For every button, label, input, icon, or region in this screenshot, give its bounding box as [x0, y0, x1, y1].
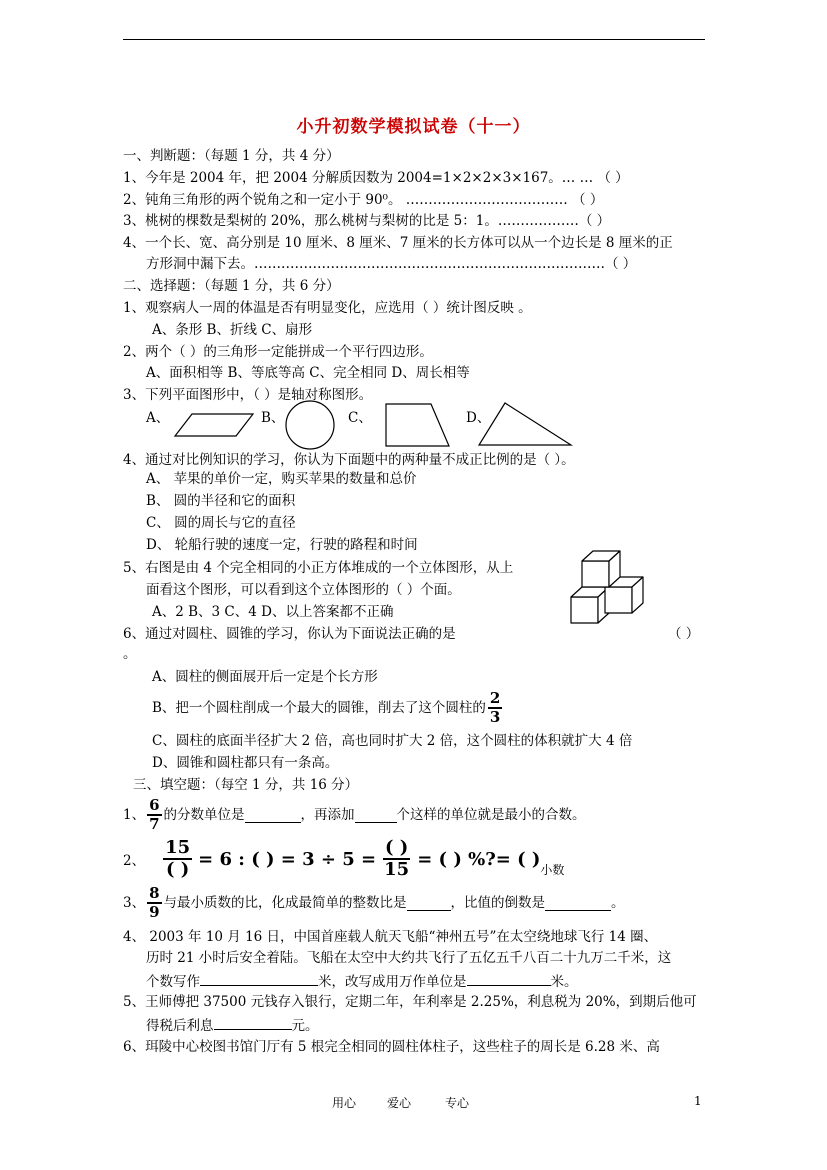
footer-right: 专心: [445, 1096, 470, 1110]
fill-q5-line2-b: 元。: [291, 1018, 319, 1034]
section-fill-heading: 三、填空题：（每空 1 分，共 16 分）: [133, 777, 359, 793]
choice-q6-option-a: A、圆柱的侧面展开后一定是个长方形: [152, 669, 378, 685]
judge-item-3: 3、桃树的棵数是梨树的 20%，那么桃树与梨树的比是 5：1。………………（ ）: [123, 213, 611, 229]
choice-q2-options: A、面积相等 B、等底等高 C、完全相同 D、周长相等: [146, 365, 470, 381]
blank-over-fifteen-fraction: [382, 839, 411, 879]
choice-q6-option-b: [152, 688, 504, 728]
judge-item-2: 2、钝角三角形的两个锐角之和一定小于 90⁰。 ……………………………… （ ）: [123, 192, 604, 208]
fill-q1-number: 1、: [123, 807, 146, 823]
choice-q5-line2: 面看这个图形，可以看到这个立体图形的（ ）个面。: [146, 582, 461, 598]
fill-q1-text-c: 个这样的单位就是最小的合数。: [396, 807, 586, 823]
choice-q6-option-d: D、圆锥和圆柱都只有一条高。: [152, 755, 339, 771]
fill-q5-line1: 5、王师傅把 37500 元钱存入银行，定期二年，年利率是 2.25%，利息税为 20%，到期后他可: [123, 994, 697, 1010]
fill-q3-text-b: ，比值的倒数是: [450, 895, 546, 911]
choice-q1: 1、观察病人一周的体温是否有明显变化，应选用（ ）统计图反映 。: [123, 300, 532, 316]
choice-q4-option-b: B、 圆的半径和它的面积: [146, 493, 296, 509]
choice-q6-period: 。: [123, 646, 137, 662]
footer-left: 用心: [332, 1096, 357, 1110]
fill-q2-number: 2、: [123, 853, 146, 869]
fill-q4-line3: [146, 971, 578, 991]
section-judge-heading: 一、判断题：（每题 1 分，共 4 分）: [123, 148, 340, 164]
fill-q5-line2: [146, 1015, 319, 1035]
choice-q5-line1: 5、右图是由 4 个完全相同的小正方体堆成的一个立体图形，从上: [123, 560, 514, 576]
choice-q5-options: A、2 B、3 C、4 D、以上答案都不正确: [152, 604, 394, 620]
choice-q4-option-a: A、 苹果的单价一定，购买苹果的数量和总价: [146, 471, 417, 487]
shape-label-c: C、: [348, 410, 372, 426]
fill-q3-text-c: 。: [611, 895, 625, 911]
fraction-numerator: 15: [165, 837, 191, 858]
fraction-denominator: ( ): [165, 859, 190, 880]
shape-label-d: D、: [466, 410, 491, 426]
judge-item-4-cont: 方形洞中漏下去。……………………………………………………………………（ ）: [146, 256, 637, 272]
fill-q3: [123, 884, 625, 922]
fill-q1-text-a: 的分数单位是: [163, 807, 245, 823]
fill-q4-line3-b: 米，改写成用万作单位是: [318, 974, 467, 990]
fill-q4-line3-a: 个数写作: [146, 974, 200, 990]
fill-q2-decimal-label: 小数: [540, 863, 565, 877]
fraction-numerator: 2: [489, 689, 501, 707]
fill-q3-number: 3、: [123, 895, 146, 911]
fraction-numerator: ( ): [385, 837, 409, 858]
choice-q6-option-c: C、圆柱的底面半径扩大 2 倍，高也同时扩大 2 倍，这个圆柱的体积就扩大 4 倍: [152, 733, 633, 749]
choice-q3: 3、下列平面图形中，（ ）是轴对称图形。: [123, 387, 373, 403]
answer-blank[interactable]: [200, 971, 318, 986]
page-number: 1: [694, 1094, 702, 1108]
fill-q1: [123, 796, 586, 834]
choice-q2: 2、两个（ ）的三角形一定能拼成一个平行四边形。: [123, 344, 433, 360]
exam-title: 小升初数学模拟试卷（十一）: [296, 117, 531, 137]
answer-blank[interactable]: [245, 808, 301, 823]
eight-ninths-fraction: [147, 886, 161, 920]
fill-q2-percent-chain: = ( ) %?= ( ): [417, 848, 541, 870]
choice-q4-option-c: C、 圆的周长与它的直径: [146, 515, 296, 531]
fraction-numerator: 8: [149, 884, 160, 902]
choice-q4: 4、通过对比例知识的学习，你认为下面题中的两种量不成正比例的是（ ）。: [123, 452, 575, 468]
choice-q4-option-d: D、 轮船行驶的速度一定，行驶的路程和时间: [146, 537, 418, 553]
fraction-numerator: 6: [149, 796, 160, 814]
choice-q6: 6、通过对圆柱、圆锥的学习，你认为下面说法正确的是: [123, 626, 456, 642]
fill-q4-line2: 历时 21 小时后安全着陆。飞船在太空中大约共飞行了五亿五千八百二十九万二千米，这: [146, 950, 672, 966]
footer-mid: 爱心: [387, 1096, 412, 1110]
fraction-denominator: 3: [489, 708, 501, 726]
judge-item-1: 1、今年是 2004 年，把 2004 分解质因数为 2004=1×2×2×3×167。… … （ ）: [123, 170, 629, 186]
answer-blank[interactable]: [407, 896, 451, 911]
judge-item-4: 4、一个长、宽、高分别是 10 厘米、8 厘米、7 厘米的长方体可以从一个边长是 8 厘米的正: [123, 235, 673, 251]
fraction-denominator: 7: [149, 815, 160, 833]
shape-label-a: A、: [146, 410, 170, 426]
fill-q5-line2-a: 得税后利息: [146, 1018, 214, 1034]
choice-q1-options: A、条形 B、折线 C、扇形: [152, 322, 313, 338]
fill-q4-line1: 4、 2003 年 10 月 16 日，中国首座载人航天飞船“神州五号”在太空绕地球飞行 14 圈、: [123, 929, 658, 945]
fill-q2-ratio-chain: = 6 : ( ) = 3 ÷ 5 =: [198, 848, 377, 870]
fill-q2: [123, 834, 564, 884]
fifteen-over-blank-fraction: [163, 839, 192, 879]
answer-blank[interactable]: [355, 808, 397, 823]
shape-label-b: B、: [261, 410, 285, 426]
fill-q6-line1: 6、珥陵中心校图书馆门厅有 5 根完全相同的圆柱体柱子，这些柱子的周长是 6.28 米、高: [123, 1039, 660, 1055]
fraction-denominator: 9: [149, 903, 160, 921]
six-sevenths-fraction: [147, 798, 161, 832]
section-choice-heading: 二、选择题：（每题 1 分，共 6 分）: [123, 278, 340, 294]
choice-q6-paren: （ ）: [668, 626, 700, 642]
fill-q1-text-b: ，再添加: [300, 807, 355, 823]
fill-q3-text-a: 与最小质数的比，化成最简单的整数比是: [163, 895, 407, 911]
answer-blank[interactable]: [545, 896, 611, 911]
fraction-denominator: 15: [384, 859, 410, 880]
fill-q4-line3-c: 米。: [550, 974, 578, 990]
two-thirds-fraction: [488, 691, 502, 725]
answer-blank[interactable]: [467, 971, 551, 986]
answer-blank[interactable]: [214, 1015, 292, 1030]
choice-q6-option-b-text: B、把一个圆柱削成一个最大的圆锥，削去了这个圆柱的: [152, 700, 486, 716]
